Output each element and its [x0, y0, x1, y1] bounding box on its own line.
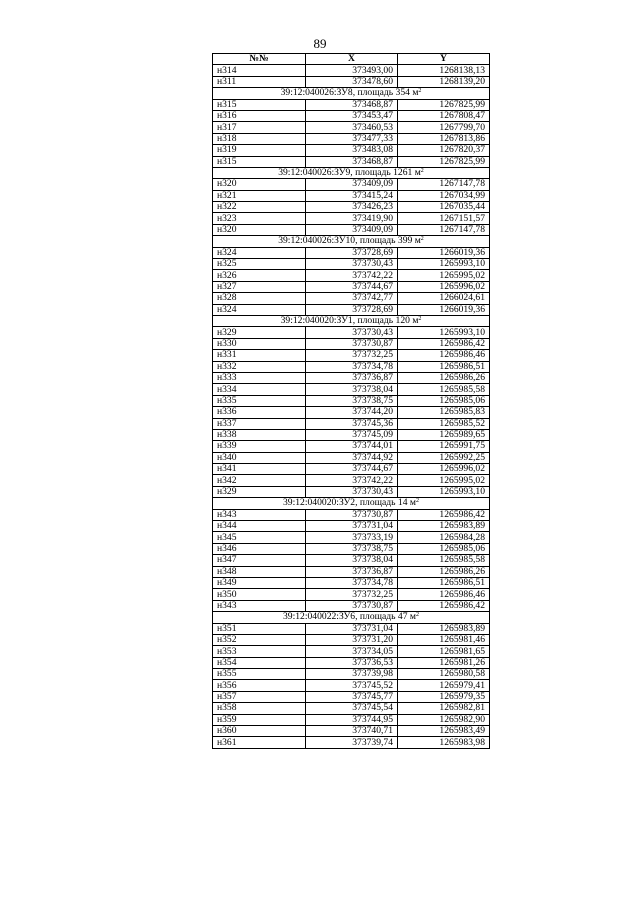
y-coordinate-cell: 1265989,65: [398, 429, 490, 440]
y-coordinate-cell: 1265985,58: [398, 384, 490, 395]
table-row: [213, 589, 490, 600]
y-coordinate-cell: 1265986,26: [398, 372, 490, 383]
point-number-cell: н327: [213, 281, 306, 292]
area-unit: м: [412, 315, 419, 327]
x-coordinate-cell: 373745,54: [306, 703, 398, 714]
point-number-cell: н338: [213, 429, 306, 440]
y-coordinate-cell: 1265986,42: [398, 338, 490, 349]
header-point-number: №№: [213, 54, 306, 65]
y-coordinate-cell: 1265979,41: [398, 680, 490, 691]
x-coordinate-cell: 373732,25: [306, 350, 398, 361]
y-coordinate-cell: 1265983,98: [398, 737, 490, 748]
point-number-cell: н324: [213, 304, 306, 315]
table-row: [213, 600, 490, 611]
y-coordinate-cell: 1265995,02: [398, 475, 490, 486]
area-unit-power: 2: [418, 316, 422, 323]
x-coordinate-cell: 373744,20: [306, 407, 398, 418]
x-coordinate-cell: 373742,22: [306, 475, 398, 486]
x-coordinate-cell: 373745,52: [306, 680, 398, 691]
point-number-cell: н316: [213, 110, 306, 121]
y-coordinate-cell: 1267799,70: [398, 122, 490, 133]
y-coordinate-cell: 1267820,37: [398, 145, 490, 156]
x-coordinate-cell: 373738,75: [306, 395, 398, 406]
x-coordinate-cell: 373731,04: [306, 521, 398, 532]
y-coordinate-cell: 1267034,99: [398, 190, 490, 201]
area-unit-power: 2: [418, 88, 422, 95]
point-number-cell: н322: [213, 202, 306, 213]
parcel-label: [213, 167, 490, 178]
parcel-header-row: [213, 236, 490, 247]
table-row: [213, 156, 490, 167]
x-coordinate-cell: 373730,43: [306, 486, 398, 497]
area-unit: м: [409, 497, 416, 509]
y-coordinate-cell: 1265986,46: [398, 589, 490, 600]
table-row: [213, 543, 490, 554]
table-row: [213, 224, 490, 235]
x-coordinate-cell: 373478,60: [306, 76, 398, 87]
point-number-cell: н343: [213, 600, 306, 611]
point-number-cell: н348: [213, 566, 306, 577]
parcel-label: [213, 315, 490, 326]
point-number-cell: н337: [213, 418, 306, 429]
x-coordinate-cell: 373732,25: [306, 589, 398, 600]
point-number-cell: н318: [213, 133, 306, 144]
y-coordinate-cell: 1265986,46: [398, 350, 490, 361]
x-coordinate-cell: 373740,71: [306, 726, 398, 737]
parcel-label: [213, 88, 490, 99]
table-row: [213, 247, 490, 258]
parcel-label-text: 39:12:040026:ЗУ8, площадь 354: [280, 87, 413, 99]
point-number-cell: н311: [213, 76, 306, 87]
y-coordinate-cell: 1267151,57: [398, 213, 490, 224]
point-number-cell: н324: [213, 247, 306, 258]
y-coordinate-cell: 1265993,10: [398, 486, 490, 497]
area-unit: м: [414, 235, 421, 247]
table-row: [213, 213, 490, 224]
y-coordinate-cell: 1265982,90: [398, 714, 490, 725]
table-row: [213, 555, 490, 566]
table-row: [213, 441, 490, 452]
point-number-cell: н321: [213, 190, 306, 201]
area-unit-power: 2: [416, 498, 419, 505]
x-coordinate-cell: 373739,74: [306, 737, 398, 748]
x-coordinate-cell: 373493,00: [306, 65, 398, 76]
point-number-cell: н329: [213, 486, 306, 497]
point-number-cell: н333: [213, 372, 306, 383]
x-coordinate-cell: 373745,77: [306, 691, 398, 702]
y-coordinate-cell: 1265983,89: [398, 521, 490, 532]
x-coordinate-cell: 373453,47: [306, 110, 398, 121]
y-coordinate-cell: 1267813,86: [398, 133, 490, 144]
y-coordinate-cell: 1265985,06: [398, 395, 490, 406]
y-coordinate-cell: 1265996,02: [398, 281, 490, 292]
x-coordinate-cell: 373734,78: [306, 361, 398, 372]
x-coordinate-cell: 373733,19: [306, 532, 398, 543]
point-number-cell: н343: [213, 509, 306, 520]
y-coordinate-cell: 1266019,36: [398, 304, 490, 315]
table-row: [213, 270, 490, 281]
point-number-cell: н360: [213, 726, 306, 737]
y-coordinate-cell: 1265984,28: [398, 532, 490, 543]
x-coordinate-cell: 373468,87: [306, 156, 398, 167]
area-unit: м: [409, 611, 416, 623]
y-coordinate-cell: 1267825,99: [398, 99, 490, 110]
table-row: [213, 418, 490, 429]
y-coordinate-cell: 1265993,10: [398, 259, 490, 270]
point-number-cell: н326: [213, 270, 306, 281]
point-number-cell: н320: [213, 224, 306, 235]
table-row: [213, 669, 490, 680]
table-row: [213, 521, 490, 532]
point-number-cell: н332: [213, 361, 306, 372]
point-number-cell: н315: [213, 156, 306, 167]
x-coordinate-cell: 373460,53: [306, 122, 398, 133]
table-row: [213, 657, 490, 668]
y-coordinate-cell: 1267147,78: [398, 179, 490, 190]
y-coordinate-cell: 1265986,51: [398, 361, 490, 372]
point-number-cell: н347: [213, 555, 306, 566]
x-coordinate-cell: 373483,08: [306, 145, 398, 156]
y-coordinate-cell: 1265983,89: [398, 623, 490, 634]
y-coordinate-cell: 1266019,36: [398, 247, 490, 258]
parcel-label-text: 39:12:040022:ЗУ6, площадь 47: [282, 611, 410, 623]
table-row: [213, 737, 490, 748]
y-coordinate-cell: 1265992,25: [398, 452, 490, 463]
table-header-row: [213, 54, 490, 65]
y-coordinate-cell: 1265981,26: [398, 657, 490, 668]
parcel-label-text: 39:12:040026:ЗУ9, площадь 1261: [278, 167, 415, 179]
y-coordinate-cell: 1265985,83: [398, 407, 490, 418]
x-coordinate-cell: 373739,98: [306, 669, 398, 680]
table-row: [213, 384, 490, 395]
y-coordinate-cell: 1268138,13: [398, 65, 490, 76]
y-coordinate-cell: 1265996,02: [398, 464, 490, 475]
y-coordinate-cell: 1265982,81: [398, 703, 490, 714]
coordinates-table: [212, 53, 490, 749]
table-row: [213, 259, 490, 270]
table-row: [213, 99, 490, 110]
x-coordinate-cell: 373738,75: [306, 543, 398, 554]
table-row: [213, 202, 490, 213]
table-row: [213, 429, 490, 440]
x-coordinate-cell: 373731,04: [306, 623, 398, 634]
x-coordinate-cell: 373744,67: [306, 281, 398, 292]
table-row: [213, 190, 490, 201]
table-row: [213, 407, 490, 418]
x-coordinate-cell: 373745,36: [306, 418, 398, 429]
point-number-cell: н345: [213, 532, 306, 543]
parcel-label-text: 39:12:040026:ЗУ10, площадь 399: [278, 235, 415, 247]
y-coordinate-cell: 1265995,02: [398, 270, 490, 281]
table-row: [213, 179, 490, 190]
parcel-header-row: [213, 88, 490, 99]
x-coordinate-cell: 373736,53: [306, 657, 398, 668]
table-row: [213, 293, 490, 304]
table-row: [213, 327, 490, 338]
table-row: [213, 122, 490, 133]
point-number-cell: н357: [213, 691, 306, 702]
header-x: X: [306, 54, 398, 65]
point-number-cell: н356: [213, 680, 306, 691]
point-number-cell: н335: [213, 395, 306, 406]
area-unit-power: 2: [420, 168, 424, 175]
point-number-cell: н320: [213, 179, 306, 190]
point-number-cell: н341: [213, 464, 306, 475]
point-number-cell: н336: [213, 407, 306, 418]
point-number-cell: н317: [213, 122, 306, 133]
x-coordinate-cell: 373730,87: [306, 338, 398, 349]
table-row: [213, 509, 490, 520]
y-coordinate-cell: 1265981,65: [398, 646, 490, 657]
table-row: [213, 634, 490, 645]
y-coordinate-cell: 1265986,51: [398, 577, 490, 588]
table-row: [213, 714, 490, 725]
y-coordinate-cell: 1265993,10: [398, 327, 490, 338]
x-coordinate-cell: 373419,90: [306, 213, 398, 224]
table-row: [213, 646, 490, 657]
y-coordinate-cell: 1265983,49: [398, 726, 490, 737]
y-coordinate-cell: 1265981,46: [398, 634, 490, 645]
x-coordinate-cell: 373742,22: [306, 270, 398, 281]
parcel-label-text: 39:12:040020:ЗУ1, площадь 120: [280, 315, 413, 327]
y-coordinate-cell: 1265985,52: [398, 418, 490, 429]
point-number-cell: н344: [213, 521, 306, 532]
point-number-cell: н350: [213, 589, 306, 600]
x-coordinate-cell: 373744,01: [306, 441, 398, 452]
point-number-cell: н355: [213, 669, 306, 680]
table-row: [213, 464, 490, 475]
point-number-cell: н353: [213, 646, 306, 657]
table-row: [213, 623, 490, 634]
header-y: Y: [398, 54, 490, 65]
x-coordinate-cell: 373744,95: [306, 714, 398, 725]
point-number-cell: н359: [213, 714, 306, 725]
point-number-cell: н331: [213, 350, 306, 361]
table-row: [213, 281, 490, 292]
y-coordinate-cell: 1265979,35: [398, 691, 490, 702]
table-row: [213, 726, 490, 737]
point-number-cell: н315: [213, 99, 306, 110]
y-coordinate-cell: 1265991,75: [398, 441, 490, 452]
x-coordinate-cell: 373731,20: [306, 634, 398, 645]
x-coordinate-cell: 373468,87: [306, 99, 398, 110]
area-unit-power: 2: [416, 612, 419, 619]
table-row: [213, 304, 490, 315]
table-row: [213, 680, 490, 691]
y-coordinate-cell: 1265986,42: [398, 509, 490, 520]
parcel-label: [213, 498, 490, 509]
table-row: [213, 475, 490, 486]
y-coordinate-cell: 1267825,99: [398, 156, 490, 167]
x-coordinate-cell: 373730,87: [306, 509, 398, 520]
y-coordinate-cell: 1267035,44: [398, 202, 490, 213]
x-coordinate-cell: 373730,87: [306, 600, 398, 611]
point-number-cell: н339: [213, 441, 306, 452]
area-unit-power: 2: [420, 236, 424, 243]
parcel-header-row: [213, 498, 490, 509]
point-number-cell: н328: [213, 293, 306, 304]
table-row: [213, 76, 490, 87]
x-coordinate-cell: 373730,43: [306, 327, 398, 338]
table-body: [213, 65, 490, 748]
point-number-cell: н354: [213, 657, 306, 668]
point-number-cell: н358: [213, 703, 306, 714]
x-coordinate-cell: 373734,05: [306, 646, 398, 657]
x-coordinate-cell: 373409,09: [306, 179, 398, 190]
table-row: [213, 452, 490, 463]
point-number-cell: н351: [213, 623, 306, 634]
point-number-cell: н334: [213, 384, 306, 395]
y-coordinate-cell: 1265980,58: [398, 669, 490, 680]
parcel-label: [213, 612, 490, 623]
x-coordinate-cell: 373477,33: [306, 133, 398, 144]
x-coordinate-cell: 373745,09: [306, 429, 398, 440]
table-row: [213, 691, 490, 702]
point-number-cell: н325: [213, 259, 306, 270]
table-row: [213, 361, 490, 372]
point-number-cell: н342: [213, 475, 306, 486]
table-row: [213, 338, 490, 349]
point-number-cell: н340: [213, 452, 306, 463]
y-coordinate-cell: 1268139,20: [398, 76, 490, 87]
table-row: [213, 486, 490, 497]
table-row: [213, 133, 490, 144]
table-row: [213, 532, 490, 543]
table-row: [213, 372, 490, 383]
table-row: [213, 350, 490, 361]
x-coordinate-cell: 373742,77: [306, 293, 398, 304]
x-coordinate-cell: 373744,92: [306, 452, 398, 463]
point-number-cell: н330: [213, 338, 306, 349]
x-coordinate-cell: 373409,09: [306, 224, 398, 235]
x-coordinate-cell: 373734,78: [306, 577, 398, 588]
y-coordinate-cell: 1265985,06: [398, 543, 490, 554]
point-number-cell: н323: [213, 213, 306, 224]
y-coordinate-cell: 1265986,26: [398, 566, 490, 577]
x-coordinate-cell: 373744,67: [306, 464, 398, 475]
x-coordinate-cell: 373736,87: [306, 372, 398, 383]
parcel-header-row: [213, 612, 490, 623]
area-unit: м: [412, 87, 419, 99]
point-number-cell: н319: [213, 145, 306, 156]
parcel-header-row: [213, 315, 490, 326]
point-number-cell: н361: [213, 737, 306, 748]
table-row: [213, 703, 490, 714]
parcel-header-row: [213, 167, 490, 178]
y-coordinate-cell: 1267808,47: [398, 110, 490, 121]
x-coordinate-cell: 373730,43: [306, 259, 398, 270]
table-row: [213, 566, 490, 577]
x-coordinate-cell: 373728,69: [306, 247, 398, 258]
x-coordinate-cell: 373738,04: [306, 384, 398, 395]
y-coordinate-cell: 1265985,58: [398, 555, 490, 566]
point-number-cell: н314: [213, 65, 306, 76]
point-number-cell: н346: [213, 543, 306, 554]
x-coordinate-cell: 373736,87: [306, 566, 398, 577]
point-number-cell: н329: [213, 327, 306, 338]
table-row: [213, 65, 490, 76]
y-coordinate-cell: 1267147,78: [398, 224, 490, 235]
x-coordinate-cell: 373728,69: [306, 304, 398, 315]
point-number-cell: н352: [213, 634, 306, 645]
x-coordinate-cell: 373415,24: [306, 190, 398, 201]
table-row: [213, 110, 490, 121]
x-coordinate-cell: 373738,04: [306, 555, 398, 566]
table-row: [213, 395, 490, 406]
point-number-cell: н349: [213, 577, 306, 588]
y-coordinate-cell: 1266024,61: [398, 293, 490, 304]
page-number: 89: [313, 36, 327, 51]
table-row: [213, 145, 490, 156]
x-coordinate-cell: 373426,23: [306, 202, 398, 213]
y-coordinate-cell: 1265986,42: [398, 600, 490, 611]
parcel-label-text: 39:12:040020:ЗУ2, площадь 14: [282, 497, 410, 509]
area-unit: м: [414, 167, 421, 179]
parcel-label: [213, 236, 490, 247]
table-row: [213, 577, 490, 588]
